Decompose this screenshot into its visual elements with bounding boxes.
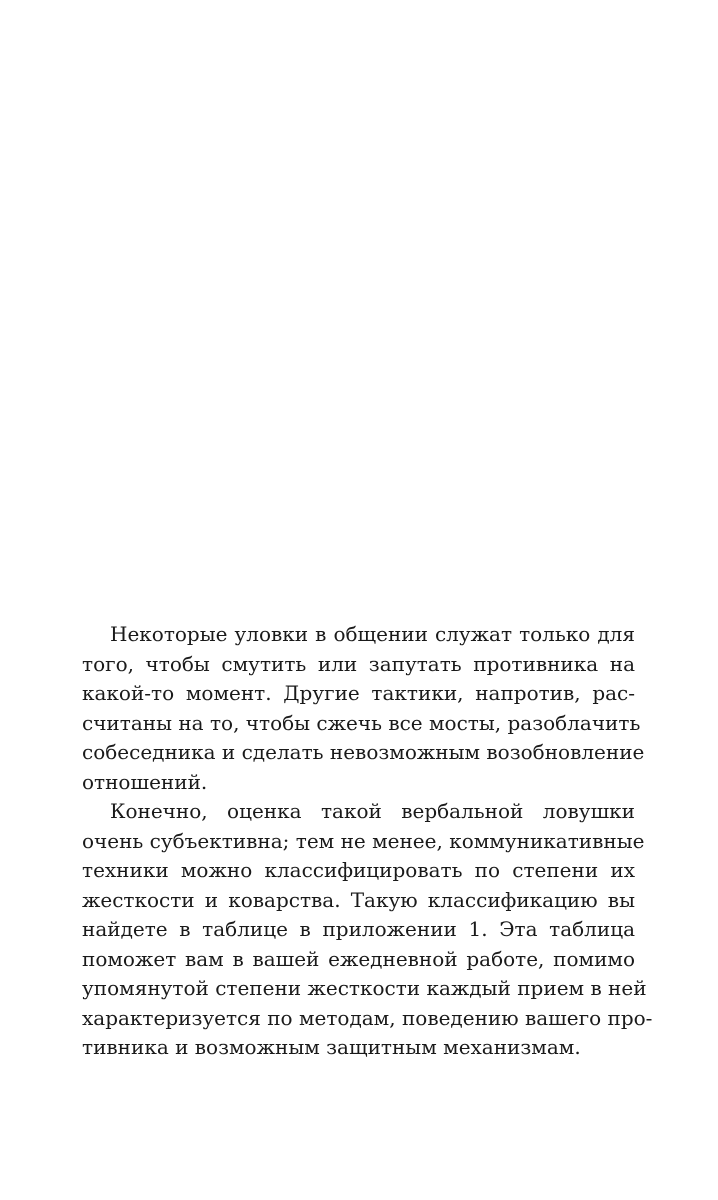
text-line: считаны на то, чтобы сжечь все мосты, разоблачить: [82, 710, 641, 735]
text-line: жесткости и коварства. Такую классификацию вы: [82, 887, 635, 912]
text-line: характеризуется по методам, поведению вашего про-: [82, 1005, 653, 1030]
text-line: найдете в таблице в приложении 1. Эта таблица: [82, 917, 635, 941]
text-line: поможет вам в вашей ежедневной работе, помимо: [82, 946, 635, 971]
paragraph-1: [82, 620, 645, 797]
paragraph-2: [82, 797, 653, 1063]
text-line: техники можно классифицировать по степени их: [82, 858, 635, 882]
body-text: [82, 620, 653, 1063]
text-line: какой-то момент. Другие тактики, напротив, рас-: [82, 681, 635, 705]
text-line: того, чтобы смутить или запутать противника на: [82, 651, 635, 676]
text-line: Некоторые уловки в общении служат только для: [110, 622, 635, 646]
text-line: очень субъективна; тем не менее, коммуникативные: [82, 828, 645, 853]
text-line: отношений.: [82, 769, 208, 794]
text-line: тивника и возможным защитным механизмам.: [82, 1035, 581, 1059]
text-line: собеседника и сделать невозможным возобновление: [82, 740, 645, 764]
text-line: упомянутой степени жесткости каждый прием в ней: [82, 976, 647, 1000]
text-line: Конечно, оценка такой вербальной ловушки: [110, 799, 635, 823]
